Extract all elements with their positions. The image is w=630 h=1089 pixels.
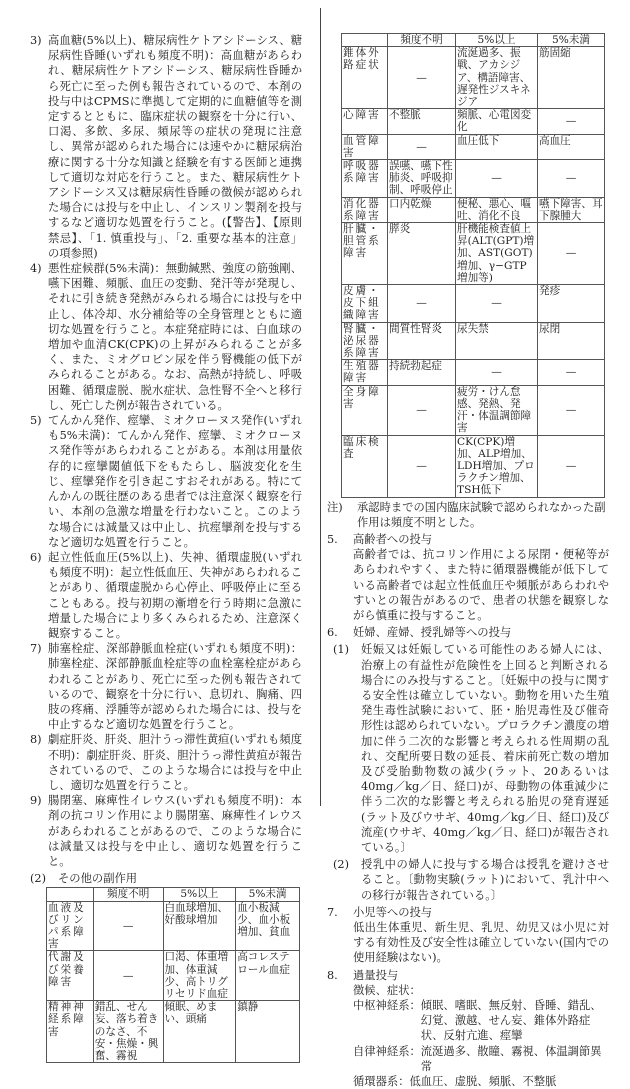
column-header: 5%以上 (456, 34, 538, 47)
table-cell: 間質性腎炎 (388, 322, 456, 360)
table-cell: 鎮静 (236, 1001, 300, 1063)
symptom-list: 低血圧、虚脱、頻脈、不整脈 (409, 1075, 557, 1089)
table-cell: — (93, 901, 163, 951)
section-pregnancy (327, 625, 609, 903)
column-divider (320, 8, 321, 806)
table-cell: — (456, 160, 538, 198)
table-row (342, 285, 605, 323)
symptom-category: 自律神経系： (353, 1044, 421, 1058)
right-column (327, 33, 609, 1089)
section-number: 8. (327, 968, 338, 982)
section-number: 6. (327, 626, 338, 640)
section-title: 小児等への投与 (353, 905, 433, 919)
item-number: 8) (30, 733, 42, 747)
item-number: 7) (30, 642, 42, 656)
section-elderly (327, 532, 609, 623)
table-header-row (342, 34, 605, 47)
subsection-text: 妊娠又は妊娠している可能性のある婦人には、治療上の有益性が危険性を上回ると判断される場合にのみ投与すること。〔妊娠中の投与に関する安全性は確立していない。動物を用いた生殖発生毒性試験において、胚・胎児毒性及び催奇形性は認められていない。プロラクチン濃度の増加に伴う二次的な影響と考えられる性周期の乱れ、交配所要日数の延長、着床前死亡数の増加及び受胎動物数の減少(ラット、20あるいは40mg／kg／日、経口)が、母動物の体重減少に伴う二次的な影響と考えられる胎児の発育遅延(ラット及びウサギ、40mg／kg／日、経口)及び流産(ウサギ、40mg／kg／日、経口)が報告されている。〕 (361, 643, 609, 854)
symptom-list: 傾眠、嗜眠、無反射、昏睡、錯乱、幻覚、激越、せん妄、錐体外路症状、反射亢進、痙攣 (420, 999, 602, 1043)
list-item (30, 732, 302, 793)
table-row (342, 47, 605, 109)
column-header: 5%未満 (236, 888, 300, 901)
table-cell: — (388, 47, 456, 109)
table-row (47, 901, 300, 951)
symptom-category: 中枢神経系： (353, 999, 421, 1013)
list-item (30, 550, 302, 641)
item-number: 9) (30, 794, 42, 808)
table-row (342, 134, 605, 159)
footnote-label: 注) (327, 500, 343, 514)
table-row (342, 197, 605, 222)
table-row (342, 360, 605, 385)
row-header: 精神神経系障害 (47, 1001, 94, 1063)
table-cell: — (538, 160, 605, 198)
subsection-item (333, 642, 609, 855)
row-header: 心障害 (342, 109, 388, 134)
table-cell: — (93, 951, 163, 1001)
subsection-heading (30, 871, 302, 886)
list-item (30, 33, 302, 261)
footnote-text: 承認時までの国内臨床試験で認められなかった副作用は頻度不明とした。 (357, 500, 606, 529)
item-text: 肺塞栓症、深部静脈血栓症(いずれも頻度不明)：肺塞栓症、深部静脈血栓症等の血栓塞栓症があらわれることがあり、死亡に至った例も報告されているので、観察を十分に行い、息切れ、胸痛、四肢の疼痛、浮腫等が認められた場合には、投与を中止するなど適切な処置を行うこと。 (48, 642, 302, 732)
item-text: 劇症肝炎、肝炎、胆汁うっ滞性黄疸(いずれも頻度不明)：劇症肝炎、肝炎、胆汁うっ滞性黄疸が報告されているので、このような場合には投与を中止し、適切な処置を行うこと。 (48, 733, 302, 792)
table-cell: — (388, 134, 456, 159)
item-number: 4) (30, 262, 42, 276)
table-row (342, 435, 605, 497)
item-text: 腸閉塞、麻痺性イレウス(いずれも頻度不明)：本剤の抗コリン作用により腸閉塞、麻痺性イレウスがあらわれることがあるので、このような場合には減量又は投与を中止し、適切な処置を行うこと。 (48, 794, 302, 868)
table-cell: 血圧低下 (456, 134, 538, 159)
list-item (30, 261, 302, 413)
table-row (342, 385, 605, 435)
section-number: 7. (327, 905, 338, 919)
section-title: 妊婦、産婦、授乳婦等への投与 (353, 626, 512, 640)
column-header (47, 888, 94, 901)
table-row (342, 223, 605, 285)
list-item (30, 641, 302, 732)
table-cell: — (538, 385, 605, 435)
item-number: 3) (30, 34, 42, 47)
list-item (30, 793, 302, 869)
table-cell: 血小板減少、血小板増加、貧血 (236, 901, 300, 951)
list-item (30, 413, 302, 550)
table-cell: 嚥下障害、耳下腺腫大 (539, 197, 603, 222)
table-row (47, 1001, 300, 1063)
table-cell: 白血球増加、好酸球増加 (163, 901, 236, 951)
item-text: 起立性低血圧(5%以上)、失神、循環虚脱(いずれも頻度不明)：起立性低血圧、失神があらわれることがあり、循環虚脱から心停止、呼吸停止に至ることもある。投与初期の漸増を行う時期に急激に増量した場合により多くみられるため、注意深く観察すること。 (48, 550, 302, 640)
section-overdose (327, 968, 609, 1089)
item-text: 悪性症候群(5%未満)：無動緘黙、強度の筋強剛、嚥下困難、頻脈、血圧の変動、発汗等が発現し、それに引き続き発熱がみられる場合には投与を中止し、体冷却、水分補給等の全身管理とともに適切な処置を行うこと。本症発症時には、白血球の増加や血清CK(CPK)の上昇がみられることが多く、また、ミオグロビン尿を伴う腎機能の低下がみられることがある。なお、高熱が持続し、呼吸困難、循環虚脱、脱水症状、急性腎不全へと移行し、死亡した例が報告されている。 (48, 262, 302, 412)
symptom-category: 循環器系： (353, 1075, 410, 1089)
row-header: 呼吸器系障害 (342, 160, 388, 198)
section-body: 低出生体重児、新生児、乳児、幼児又は小児に対する有効性及び安全性は確立していない(国内での使用経験はない)。 (353, 921, 609, 965)
column-header: 5%以上 (163, 888, 236, 901)
column-header: 頻度不明 (388, 34, 456, 47)
table-cell: 発疹 (538, 285, 605, 323)
table-header-row (47, 888, 300, 901)
row-header: 臨床検査 (342, 435, 388, 497)
table-cell: — (456, 360, 538, 385)
table-cell: 肝機能検査値上昇(ALT(GPT)増加、AST(GOT)増加、γ−GTP増加等) (456, 223, 538, 285)
subsection-number: (2) (333, 858, 350, 872)
table-cell: — (456, 285, 538, 323)
symptom-row (353, 1074, 609, 1089)
table-cell: 便秘、悪心、嘔吐、消化不良 (456, 197, 538, 222)
table-cell: 傾眠、めまい、頭痛 (163, 1001, 236, 1063)
row-header: 血液及びリンパ系障害 (47, 901, 94, 951)
table-cell: 口内乾燥 (388, 197, 456, 222)
row-header: 腎臓・泌尿器系障害 (342, 322, 388, 360)
column-header (342, 34, 388, 47)
table-cell: — (538, 435, 605, 497)
table-cell: 疲労・けん怠感、発熱、発汗・体温調節障害 (456, 385, 538, 435)
row-header: 錐体外路症状 (342, 47, 388, 109)
section-pediatric (327, 905, 609, 966)
row-header: 肝臓・胆管系障害 (342, 223, 388, 285)
subsection-item (333, 857, 609, 903)
subsection-number: (2) (30, 872, 47, 886)
side-effects-table-part1 (46, 887, 300, 1063)
table-footnote (327, 500, 609, 530)
side-effects-table-part2 (341, 33, 605, 498)
table-cell: 高コレステロール血症 (236, 951, 300, 1001)
subsection-text: 授乳中の婦人に投与する場合は授乳を避けさせること。〔動物実験(ラット)において、乳汁中への移行が報告されている。〕 (361, 858, 609, 902)
table-cell: — (538, 109, 605, 134)
table-cell: 流涎過多、振戦、アカシジア、構語障害、遅発性ジスキネジア (456, 47, 538, 109)
table-cell: 不整脈 (388, 109, 456, 134)
row-header: 消化器系障害 (342, 197, 388, 222)
symptom-row (353, 998, 609, 1044)
table-cell: 錯乱、せん妄、落ち着きのなさ、不安・焦燥・興奮、霧視 (93, 1001, 163, 1063)
row-header: 生殖器障害 (342, 360, 388, 385)
table-row (342, 109, 605, 134)
row-header: 代謝及び栄養障害 (47, 951, 94, 1001)
table-cell: — (388, 385, 456, 435)
row-header: 全身障害 (342, 385, 388, 435)
table-cell: 持続勃起症 (388, 360, 456, 385)
adverse-reaction-list (30, 33, 302, 869)
column-header: 5%未満 (538, 34, 605, 47)
table-cell: 口渇、体重増加、体重減少、高トリグリセリド血症 (163, 951, 236, 1001)
table-cell: — (388, 285, 456, 323)
symptom-list: 流涎過多、散瞳、霧視、体温調節異常 (420, 1044, 602, 1073)
table-cell: 誤嚥、嚥下性肺炎、呼吸抑制、呼吸停止 (388, 160, 456, 198)
table-cell: 尿閉 (538, 322, 605, 360)
table-row (342, 160, 605, 198)
table-cell: 頻脈、心電図変化 (456, 109, 538, 134)
table-cell: 高血圧 (538, 134, 605, 159)
item-text: 高血糖(5%以上)、糖尿病性ケトアシドーシス、糖尿病性昏睡(いずれも頻度不明)：高血糖があらわれ、糖尿病性ケトアシドーシス、糖尿病性昏睡から死亡に至った例も報告されているので、本剤の投与中はCPMSに準拠して定期的に血糖値等を測定するとともに、臨床症状の観察を十分に行い、口渇、多飲、多尿、頻尿等の症状の発現に注意し、異常が認められた場合には速やかに糖尿病治療に関する十分な知識と経験を有する医師と連携して適切な対応を行うこと。また、糖尿病性ケトアシドーシス又は糖尿病性昏睡の徴候が認められた場合には投与を中止し、インスリン製剤を投与するなど適切な処置を行うこと。(【警告】、【原則禁忌】、「1. 慎重投与」、「2. 重要な基本的注意」の項参照) (48, 34, 302, 260)
table-cell: 膵炎 (388, 223, 456, 285)
left-column (30, 33, 302, 1063)
table-row (47, 951, 300, 1001)
section-body: 高齢者では、抗コリン作用による尿閉・便秘等があらわれやすく、また特に循環器機能が低下している高齢者では起立性低血圧や頻脈があらわれやすいとの報告があるので、患者の状態を観察しながら慎重に投与すること。 (353, 548, 609, 622)
table-cell: 筋固縮 (538, 47, 605, 109)
table-cell: — (388, 435, 456, 497)
row-header: 皮膚・皮下組織障害 (342, 285, 388, 323)
section-title: 過量投与 (353, 968, 399, 982)
table-cell: 尿失禁 (456, 322, 538, 360)
table-row (342, 322, 605, 360)
table-cell: — (538, 360, 605, 385)
item-number: 6) (30, 550, 42, 564)
section-number: 5. (327, 532, 338, 546)
symptom-row (353, 1044, 609, 1074)
table-cell: CK(CPK)増加、ALP増加、LDH増加、プロラクチン増加、TSH低下 (456, 435, 538, 497)
symptoms-heading: 徴候、症状： (353, 983, 421, 997)
table-cell: — (538, 223, 605, 285)
subsection-number: (1) (333, 643, 350, 657)
item-text: てんかん発作、痙攣、ミオクローヌス発作(いずれも5%未満)：てんかん発作、痙攣、ミオクローヌス発作等があらわれることがある。本剤は用量依存的に痙攣閾値低下をもたらし、脳波変化を生じ、痙攣発作を引き起こすおそれがある。特にてんかんの既往歴のある患者では注意深く観察を行い、本剤の急激な増量を行わないこと。このような場合には減量又は中止し、抗痙攣剤を投与するなど適切な処置を行うこと。 (48, 414, 302, 549)
section-title: 高齢者への投与 (353, 532, 433, 546)
subsection-title: その他の副作用 (58, 872, 138, 886)
item-number: 5) (30, 414, 42, 428)
column-header: 頻度不明 (93, 888, 163, 901)
row-header: 血管障害 (342, 134, 388, 159)
